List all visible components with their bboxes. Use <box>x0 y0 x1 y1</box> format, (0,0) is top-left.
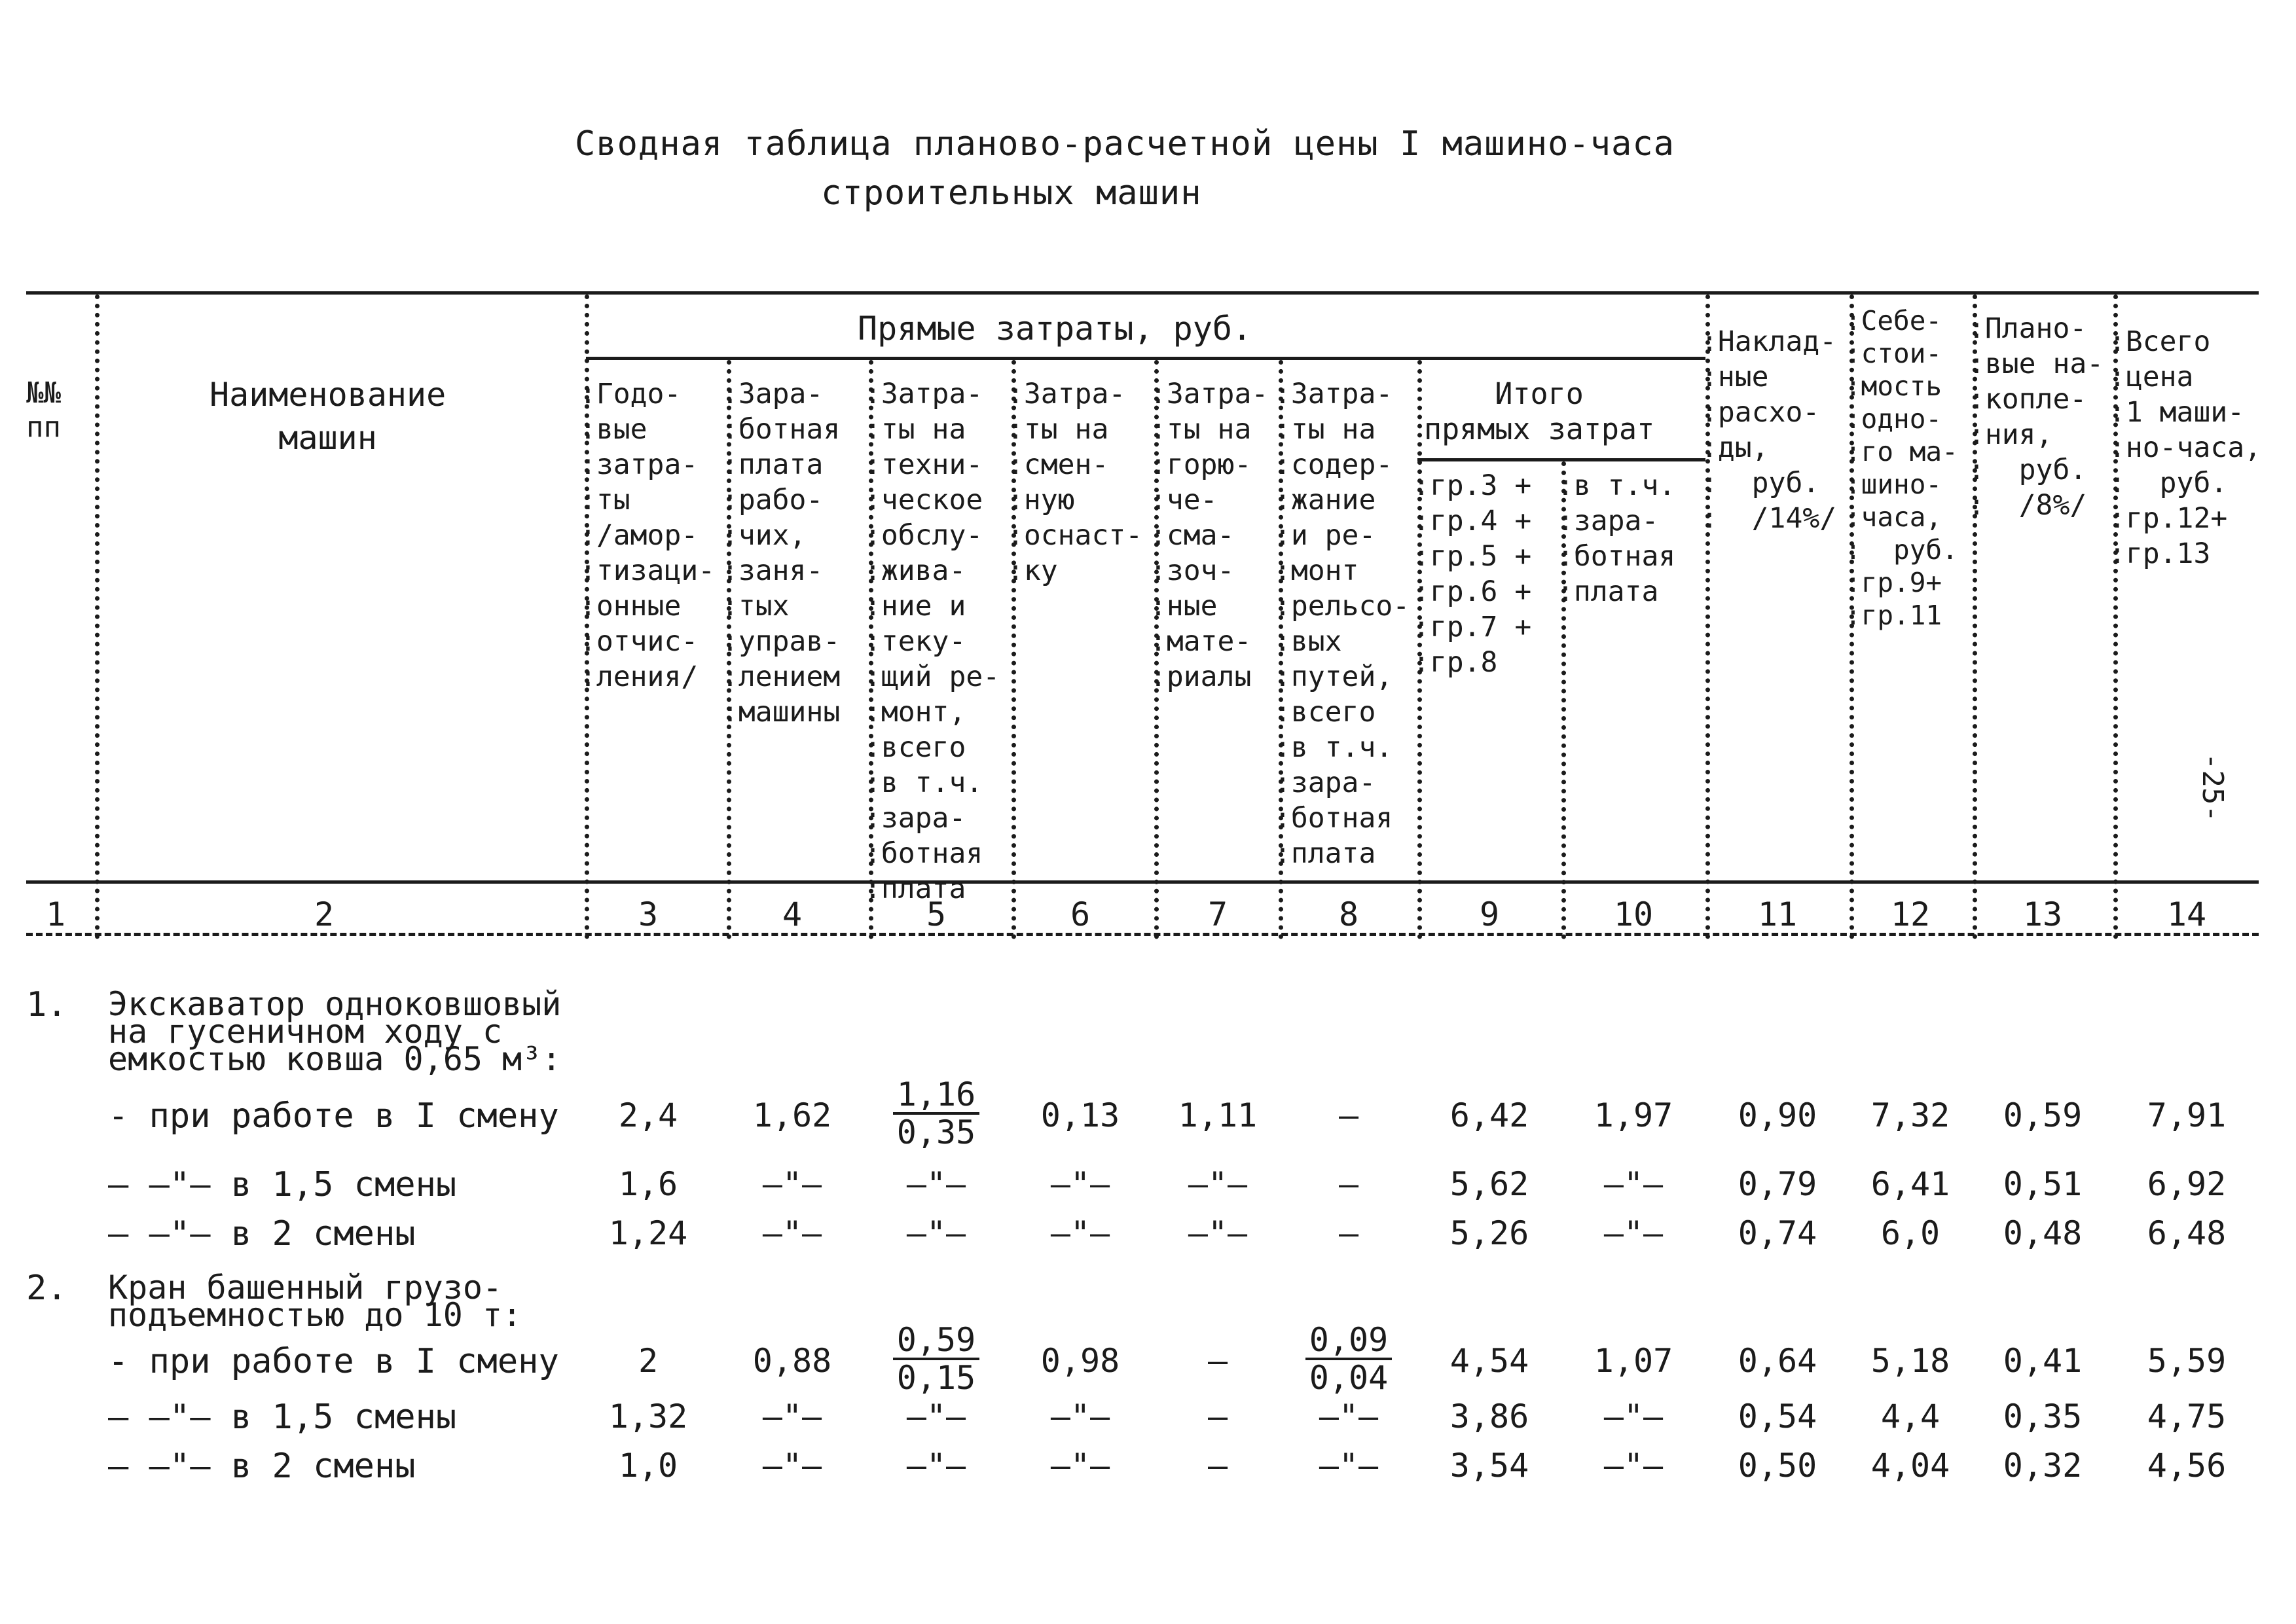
cell-c12: 6,0 <box>1880 1214 1941 1252</box>
section-title: емкостью ковша 0,65 м³: <box>108 1040 562 1078</box>
cell-c11: 0,90 <box>1738 1096 1817 1134</box>
cell-c11: 0,54 <box>1738 1398 1817 1435</box>
cell-c4: 1,62 <box>752 1096 832 1134</box>
cell-c11: 0,50 <box>1738 1447 1817 1485</box>
header-bottom-rule <box>26 880 2259 884</box>
cell-c7: –"– <box>1188 1165 1248 1203</box>
cell-c3: 2,4 <box>618 1096 678 1134</box>
cell-c8: –"– <box>1319 1398 1379 1435</box>
header-col-8: :Затра- :ты на :содер- :жание :и ре- :монт :рельсо- :вых :путей, :всего :в т.ч. :зара- :ботная :плата <box>1274 378 1410 870</box>
cell-c14: 6,48 <box>2147 1214 2227 1252</box>
fraction-cell <box>1296 1322 1401 1396</box>
cell-c9: 5,62 <box>1449 1165 1529 1203</box>
fraction-wages: 0,04 <box>1309 1359 1389 1397</box>
column-number-5: 5 <box>926 895 947 933</box>
cell-c14: 6,92 <box>2147 1165 2227 1203</box>
cell-c13: 0,35 <box>2003 1398 2083 1435</box>
cell-c13: 0,48 <box>2003 1214 2083 1252</box>
header-col-12: :Себе- :стои- :мость :одно- :го ма- :шино- :часа, : руб. :гр.9+ :гр.11 <box>1845 305 1958 631</box>
section-title: Экскаватор одноковшовый <box>108 985 562 1023</box>
cell-c14: 5,59 <box>2147 1342 2227 1380</box>
column-number-1: 1 <box>45 895 66 933</box>
cell-c3: 2 <box>638 1342 659 1380</box>
fraction-total: 1,16 <box>893 1077 979 1115</box>
header-col-9: :гр.3 + :гр.4 + :гр.5 + :гр.6 + :гр.7 + :гр.8 <box>1413 469 1532 679</box>
cell-c3: 1,24 <box>608 1214 688 1252</box>
cell-c14: 7,91 <box>2147 1096 2227 1134</box>
cell-c7: – <box>1207 1342 1228 1380</box>
cell-c4: –"– <box>762 1398 822 1435</box>
table-top-rule <box>26 291 2259 295</box>
cell-c10: 1,07 <box>1594 1342 1673 1380</box>
cell-c6: –"– <box>1050 1214 1110 1252</box>
cell-c10: –"– <box>1603 1447 1664 1485</box>
page-number: -25- <box>2196 753 2229 822</box>
cell-c3: 1,32 <box>608 1398 688 1435</box>
cell-c5: –"– <box>906 1447 966 1485</box>
column-number-11: 11 <box>1757 895 1798 933</box>
cell-c5: –"– <box>906 1398 966 1435</box>
cell-c13: 0,41 <box>2003 1342 2083 1380</box>
column-number-4: 4 <box>782 895 803 933</box>
cell-c7: –"– <box>1188 1214 1248 1252</box>
row-label: - при работе в I смену <box>108 1096 559 1136</box>
cell-c6: –"– <box>1050 1398 1110 1435</box>
cell-c6: –"– <box>1050 1165 1110 1203</box>
section-title: Кран башенный грузо- <box>108 1269 503 1307</box>
cell-c9: 4,54 <box>1449 1342 1529 1380</box>
cell-c12: 4,4 <box>1880 1398 1941 1435</box>
cell-c6: –"– <box>1050 1447 1110 1485</box>
row-label: – –"– в 2 смены <box>108 1447 416 1486</box>
col-sep-1 <box>95 295 100 939</box>
cell-c9: 3,54 <box>1449 1447 1529 1485</box>
column-number-2: 2 <box>314 895 335 933</box>
section-number: 2. <box>26 1269 67 1308</box>
header-col-11: :Наклад- :ные :расхо- :ды, : руб. : /14%/ <box>1701 325 1837 535</box>
cell-c10: –"– <box>1603 1165 1664 1203</box>
header-col-7: :Затра- :ты на :горю- :че- :сма- :зоч- :ные :мате- :риалы <box>1150 378 1269 693</box>
cell-c14: 4,56 <box>2147 1447 2227 1485</box>
cell-c12: 7,32 <box>1870 1096 1950 1134</box>
header-col-10: :в т.ч. :зара- :ботная :плата <box>1557 469 1676 608</box>
cell-c5: –"– <box>906 1214 966 1252</box>
cell-c12: 6,41 <box>1870 1165 1950 1203</box>
cell-c10: –"– <box>1603 1398 1664 1435</box>
column-number-13: 13 <box>2022 895 2063 933</box>
column-number-14: 14 <box>2166 895 2207 933</box>
cell-c4: –"– <box>762 1214 822 1252</box>
fraction-cell <box>884 1077 989 1150</box>
cell-c11: 0,79 <box>1738 1165 1817 1203</box>
row-label: - при работе в I смену <box>108 1342 559 1381</box>
cell-c7: 1,11 <box>1178 1096 1258 1134</box>
column-number-7: 7 <box>1207 895 1228 933</box>
row-label: – –"– в 2 смены <box>108 1214 416 1254</box>
column-number-12: 12 <box>1890 895 1931 933</box>
cell-c8: – <box>1338 1165 1359 1203</box>
cell-c8: – <box>1338 1096 1359 1134</box>
header-name: Наименование машин <box>210 376 446 457</box>
cell-c6: 0,13 <box>1040 1096 1120 1134</box>
cell-c8: –"– <box>1319 1447 1379 1485</box>
column-number-6: 6 <box>1070 895 1091 933</box>
cell-c7: – <box>1207 1447 1228 1485</box>
cell-c12: 4,04 <box>1870 1447 1950 1485</box>
cell-c13: 0,51 <box>2003 1165 2083 1203</box>
direct-costs-rule <box>586 357 1705 360</box>
header-col-3: :Годо- :вые :затра- :ты :/амор- :тизаци- :онные :отчис- :ления/ <box>579 378 716 693</box>
cell-c11: 0,64 <box>1738 1342 1817 1380</box>
fraction-wages: 0,15 <box>896 1359 976 1397</box>
cell-c6: 0,98 <box>1040 1342 1120 1380</box>
cell-c9: 5,26 <box>1449 1214 1529 1252</box>
fraction-wages: 0,35 <box>896 1113 976 1151</box>
row-label: – –"– в 1,5 смены <box>108 1165 457 1204</box>
cell-c10: 1,97 <box>1594 1096 1673 1134</box>
header-col-5: :Затра- :ты на :техни- :ческое :обслу- :жива- :ние и :теку- :щий ре- :монт, :всего :в т.ч. :зара- :ботная :плата <box>864 378 1000 905</box>
header-itogo: Итого прямых затрат <box>1424 376 1655 446</box>
column-number-10: 10 <box>1613 895 1654 933</box>
section-number: 1. <box>26 985 67 1024</box>
column-number-3: 3 <box>638 895 659 933</box>
header-col-14: :Всего :цена :1 маши- :но-часа, : руб. :гр.12+ :гр.13 <box>2109 325 2261 570</box>
cell-c11: 0,74 <box>1738 1214 1817 1252</box>
cell-c3: 1,0 <box>618 1447 678 1485</box>
column-number-9: 9 <box>1479 895 1500 933</box>
cell-c12: 5,18 <box>1870 1342 1950 1380</box>
section-title: подъемностью до 10 т: <box>108 1296 522 1334</box>
cell-c4: 0,88 <box>752 1342 832 1380</box>
header-col-13: :Плано- :вые на- :копле- :ния, : руб. : /8%/ <box>1968 312 2104 522</box>
column-number-8: 8 <box>1338 895 1359 933</box>
header-col-6: :Затра- :ты на :смен- :ную :оснаст- :ку <box>1007 378 1143 587</box>
fraction-total: 0,09 <box>1305 1322 1392 1360</box>
cell-c4: –"– <box>762 1447 822 1485</box>
title-line-2: строительных машин <box>821 173 1202 213</box>
section-title: на гусеничном ходу с <box>108 1013 503 1051</box>
cell-c13: 0,59 <box>2003 1096 2083 1134</box>
fraction-cell <box>884 1322 989 1396</box>
header-direct-costs: Прямые затраты, руб. <box>858 310 1252 348</box>
cell-c9: 3,86 <box>1449 1398 1529 1435</box>
cell-c3: 1,6 <box>618 1165 678 1203</box>
header-col-4: :Зара- :ботная :плата :рабо- :чих, :заня- :тых :управ- :лением :машины <box>721 378 841 729</box>
header-no: №№ пп <box>26 376 61 444</box>
cell-c10: –"– <box>1603 1214 1664 1252</box>
title-line-1: Сводная таблица планово-расчетной цены I машино-часа <box>575 124 1675 164</box>
row-label: – –"– в 1,5 смены <box>108 1398 457 1437</box>
cell-c13: 0,32 <box>2003 1447 2083 1485</box>
cell-c9: 6,42 <box>1449 1096 1529 1134</box>
cell-c8: – <box>1338 1214 1359 1252</box>
cell-c4: –"– <box>762 1165 822 1203</box>
cell-c5: –"– <box>906 1165 966 1203</box>
cell-c14: 4,75 <box>2147 1398 2227 1435</box>
cell-c7: – <box>1207 1398 1228 1435</box>
fraction-total: 0,59 <box>893 1322 979 1360</box>
